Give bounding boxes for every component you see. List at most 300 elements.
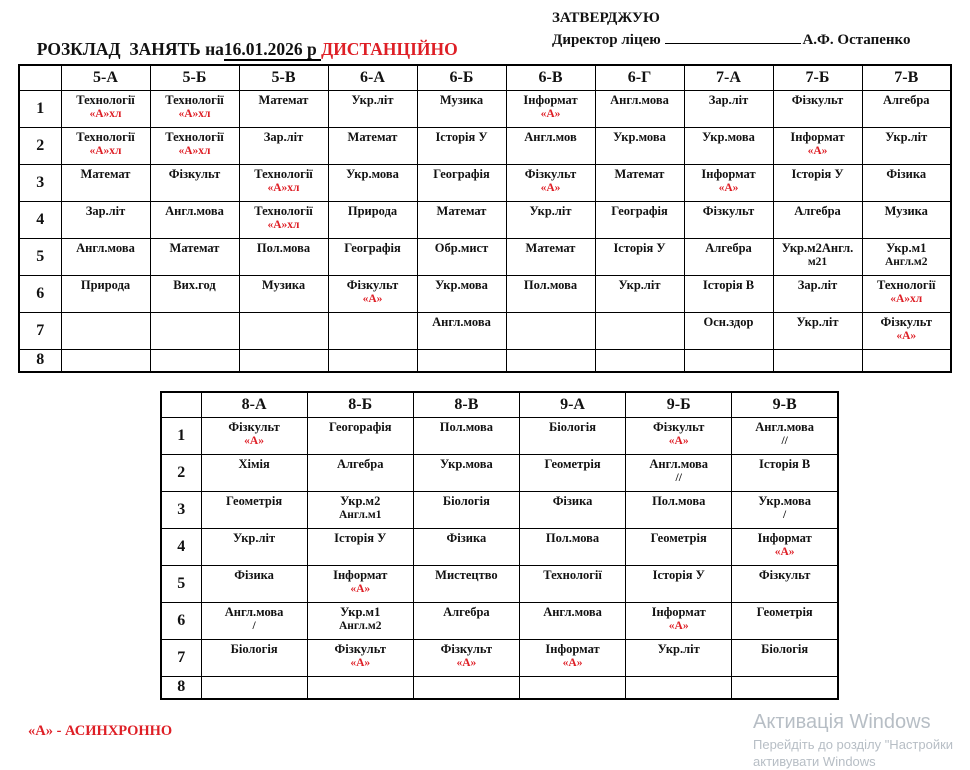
lesson-subject: Музика (884, 203, 928, 218)
lesson-cell (506, 312, 595, 349)
lesson-cell (61, 90, 150, 127)
lesson-cell (417, 349, 506, 372)
lesson-cell (328, 201, 417, 238)
grades5-7-row-4 (19, 201, 951, 238)
lesson-cell (328, 127, 417, 164)
lesson-async-marker: «А» (350, 656, 371, 669)
lesson-async-marker: «А»хл (267, 218, 300, 231)
grades8-9-row-2 (161, 454, 838, 491)
lesson-cell (626, 565, 732, 602)
lesson-cell (61, 312, 150, 349)
lesson-cell (150, 349, 239, 372)
lesson-cell (201, 565, 307, 602)
lesson-cell (732, 602, 838, 639)
lesson-cell (773, 275, 862, 312)
lesson-cell (519, 639, 625, 676)
lesson-cell (150, 127, 239, 164)
lesson-cell (732, 676, 838, 699)
lesson-cell (417, 201, 506, 238)
period-number: 2 (161, 454, 201, 491)
lesson-subject: Вих.год (173, 277, 216, 292)
lesson-cell (684, 201, 773, 238)
legend-asynchronous: «А» - АСИНХРОННО (28, 723, 173, 739)
period-number: 4 (19, 201, 61, 238)
lesson-cell (506, 127, 595, 164)
lesson-async-marker: «А» (350, 582, 371, 595)
approval-block (552, 8, 911, 52)
lesson-cell (519, 454, 625, 491)
lesson-async-marker: «А» (562, 656, 583, 669)
lesson-cell (307, 639, 413, 676)
lesson-subject: Математ (80, 166, 131, 181)
lesson-cell (506, 349, 595, 372)
grades8-9-row-6 (161, 602, 838, 639)
lesson-subject: Геометрія (544, 456, 601, 471)
grades5-7-class-header-6-В: 6-В (506, 65, 595, 90)
lesson-cell (595, 90, 684, 127)
lesson-cell (862, 127, 951, 164)
lesson-cell (626, 602, 732, 639)
lesson-subject: Географія (611, 203, 668, 218)
lesson-cell (201, 417, 307, 454)
lesson-async-marker: «А» (540, 181, 561, 194)
lesson-cell (595, 201, 684, 238)
lesson-subject: Алгебра (443, 604, 490, 619)
lesson-subject: Пол.мова (652, 493, 706, 508)
lesson-cell (61, 349, 150, 372)
lesson-cell (239, 312, 328, 349)
lesson-subject: Укр.літ (796, 314, 839, 329)
period-number: 7 (161, 639, 201, 676)
lesson-cell (150, 164, 239, 201)
lesson-subject: Англ.мова (76, 240, 135, 255)
lesson-cell (862, 349, 951, 372)
lesson-cell (732, 528, 838, 565)
schedule-table-grades-8-9 (160, 391, 839, 700)
lesson-subject: Природа (347, 203, 398, 218)
lesson-subject: Пол.мова (523, 277, 578, 292)
lesson-subject: Пол.мова (439, 419, 494, 434)
lesson-cell (201, 676, 307, 699)
lesson-cell (626, 528, 732, 565)
lesson-cell (626, 454, 732, 491)
lesson-async-marker: «А» (362, 292, 383, 305)
lesson-subject: Технології (254, 203, 313, 218)
lesson-subject: Укр.літ (657, 641, 700, 656)
grades5-7-class-header-5-Б: 5-Б (150, 65, 239, 90)
lesson-cell (239, 238, 328, 275)
lesson-subject: Біологія (230, 641, 278, 656)
period-number: 4 (161, 528, 201, 565)
lesson-subject: Англ.мова (755, 419, 814, 434)
lesson-cell (773, 238, 862, 275)
lesson-cell (595, 164, 684, 201)
lesson-subject: Фізкульт (524, 166, 577, 181)
lesson-cell (506, 90, 595, 127)
grades8-9-class-header-8-А: 8-А (201, 392, 307, 417)
lesson-cell (684, 90, 773, 127)
lesson-cell (307, 417, 413, 454)
lesson-cell (417, 312, 506, 349)
grades5-7-row-1 (19, 90, 951, 127)
lesson-cell (150, 90, 239, 127)
lesson-subject: Історія В (702, 277, 755, 292)
lesson-cell (732, 639, 838, 676)
lesson-subject: Фізкульт (334, 641, 386, 656)
grades8-9-header-row (161, 392, 838, 417)
lesson-subject: Фізкульт (758, 567, 811, 582)
lesson-subject: Фізика (886, 166, 927, 181)
lesson-cell (307, 676, 413, 699)
lesson-cell (773, 127, 862, 164)
lesson-cell (61, 275, 150, 312)
lesson-subject: Фізика (446, 530, 487, 545)
lesson-subject-line2: м21 (807, 255, 828, 268)
lesson-subject-line2: Англ.м1 (338, 508, 382, 521)
lesson-subject: Технології (165, 129, 224, 144)
lesson-subject: Географія (433, 166, 490, 181)
period-number: 3 (19, 164, 61, 201)
lesson-async-marker: «А» (774, 545, 795, 558)
grades5-7-class-header-5-В: 5-В (239, 65, 328, 90)
signature-blank (665, 31, 801, 44)
period-number: 1 (19, 90, 61, 127)
lesson-subject: Укр.літ (618, 277, 661, 292)
lesson-cell (307, 454, 413, 491)
lesson-subject: Фізкульт (228, 419, 280, 434)
lesson-cell (773, 312, 862, 349)
lesson-cell (413, 676, 519, 699)
lesson-cell (328, 164, 417, 201)
lesson-subject: Зар.літ (797, 277, 838, 292)
lesson-cell (684, 312, 773, 349)
lesson-cell (307, 565, 413, 602)
lesson-subject: Інформат (701, 166, 756, 181)
lesson-subject: Укр.мова (758, 493, 811, 508)
period-number: 2 (19, 127, 61, 164)
lesson-cell (519, 565, 625, 602)
lesson-subject: Хімія (238, 456, 270, 471)
lesson-subject: Математ (436, 203, 487, 218)
lesson-async-marker: «А»хл (267, 181, 300, 194)
grades5-7-class-header-6-Г: 6-Г (595, 65, 684, 90)
lesson-subject: Фізкульт (791, 92, 844, 107)
lesson-cell (506, 275, 595, 312)
lesson-subject-line2: / (783, 508, 787, 521)
page-title (28, 18, 458, 60)
lesson-async-marker: «А» (668, 619, 689, 632)
lesson-cell (519, 417, 625, 454)
watermark-line2: Перейдіть до розділу "Настройки (753, 737, 954, 752)
lesson-async-marker: «А» (896, 329, 917, 342)
lesson-subject: Укр.м2 (340, 493, 381, 508)
lesson-cell (201, 639, 307, 676)
schedule-table-grades-5-7 (18, 64, 952, 373)
lesson-cell (61, 127, 150, 164)
lesson-subject: Фізкульт (346, 277, 399, 292)
lesson-subject: Англ.мова (165, 203, 224, 218)
lesson-subject: Історія У (652, 567, 705, 582)
period-number: 3 (161, 491, 201, 528)
lesson-cell (862, 312, 951, 349)
lesson-subject: Укр.мова (435, 277, 488, 292)
lesson-subject: Укр.м2Англ. (781, 240, 854, 255)
lesson-subject: Інформат (757, 530, 812, 545)
lesson-subject: Математ (258, 92, 309, 107)
lesson-subject: Історія В (758, 456, 811, 471)
lesson-subject: Укр.мова (440, 456, 493, 471)
lesson-subject: Музика (261, 277, 306, 292)
lesson-subject: Історія У (435, 129, 488, 144)
lesson-subject: Зар.літ (708, 92, 749, 107)
grades5-7-class-header-7-Б: 7-Б (773, 65, 862, 90)
lesson-async-marker: «А»хл (89, 107, 122, 120)
lesson-cell (239, 275, 328, 312)
lesson-cell (626, 491, 732, 528)
lesson-cell (732, 565, 838, 602)
lesson-cell (328, 275, 417, 312)
grades8-9-row-4 (161, 528, 838, 565)
lesson-cell (307, 528, 413, 565)
lesson-cell (773, 164, 862, 201)
period-number: 7 (19, 312, 61, 349)
lesson-subject-line2: Англ.м2 (885, 255, 928, 268)
lesson-subject: Обр.мист (434, 240, 489, 255)
grades5-7-class-header-5-А: 5-А (61, 65, 150, 90)
grades5-7-row-6 (19, 275, 951, 312)
lesson-subject: Історія У (613, 240, 666, 255)
lesson-subject: Англ.мова (649, 456, 709, 471)
lesson-subject: Інформат (333, 567, 388, 582)
grades5-7-class-header-7-А: 7-А (684, 65, 773, 90)
lesson-subject: Мистецтво (435, 567, 498, 582)
lesson-async-marker: «А» (668, 434, 689, 447)
lesson-subject: Укр.м1 (340, 604, 381, 619)
lesson-subject: Алгебра (882, 92, 930, 107)
lesson-cell (307, 491, 413, 528)
lesson-subject: Алгебра (705, 240, 752, 255)
approval-signature-line (552, 30, 911, 52)
lesson-cell (328, 238, 417, 275)
lesson-cell (417, 90, 506, 127)
lesson-cell (595, 312, 684, 349)
lesson-cell (862, 238, 951, 275)
lesson-subject-line2: Англ.м2 (338, 619, 382, 632)
title-mode-distance: ДИСТАНЦІЙНО (321, 39, 458, 59)
grades8-9-class-header-9-В: 9-В (732, 392, 838, 417)
lesson-cell (413, 417, 519, 454)
lesson-cell (239, 349, 328, 372)
windows-activation-watermark (753, 710, 953, 770)
lesson-cell (413, 454, 519, 491)
lesson-cell (328, 349, 417, 372)
lesson-subject: Фізика (234, 567, 274, 582)
lesson-subject: Інформат (545, 641, 600, 656)
grades5-7-class-header-6-А: 6-А (328, 65, 417, 90)
lesson-cell (201, 528, 307, 565)
grades5-7-row-2 (19, 127, 951, 164)
lesson-cell (328, 312, 417, 349)
lesson-cell (773, 201, 862, 238)
lesson-cell (684, 349, 773, 372)
lesson-subject: Музика (439, 92, 484, 107)
lesson-cell (413, 639, 519, 676)
lesson-subject: Зар.літ (263, 129, 304, 144)
lesson-subject: Укр.літ (351, 92, 394, 107)
title-prefix: РОЗКЛАД ЗАНЯТЬ на (36, 39, 224, 59)
lesson-subject: Інформат (651, 604, 706, 619)
lesson-cell (413, 528, 519, 565)
watermark-line1: Активація Windows (753, 711, 931, 733)
lesson-cell (417, 275, 506, 312)
lesson-subject-line2: / (252, 619, 256, 632)
grades8-9-row-1 (161, 417, 838, 454)
grades8-9-row-8 (161, 676, 838, 699)
lesson-subject: Укр.літ (529, 203, 572, 218)
lesson-cell (506, 201, 595, 238)
grades5-7-row-7 (19, 312, 951, 349)
lesson-subject-line2: // (781, 434, 788, 447)
lesson-cell (862, 90, 951, 127)
lesson-cell (413, 491, 519, 528)
lesson-subject: Укр.мова (613, 129, 666, 144)
lesson-cell (150, 312, 239, 349)
lesson-subject: Фізкульт (652, 419, 705, 434)
lesson-cell (201, 602, 307, 639)
lesson-subject: Укр.мова (702, 129, 755, 144)
grades5-7-corner-cell (19, 65, 61, 90)
lesson-cell (732, 491, 838, 528)
grades8-9-class-header-8-В: 8-В (413, 392, 519, 417)
lesson-cell (595, 275, 684, 312)
grades5-7-row-3 (19, 164, 951, 201)
lesson-subject: Англ.мов (524, 129, 577, 144)
lesson-cell (239, 90, 328, 127)
period-number: 6 (161, 602, 201, 639)
lesson-subject: Біологія (761, 641, 809, 656)
period-number: 8 (161, 676, 201, 699)
lesson-subject-line2: // (675, 471, 682, 484)
lesson-async-marker: «А» (540, 107, 561, 120)
lesson-subject: Укр.м1 (886, 240, 927, 255)
lesson-cell (417, 164, 506, 201)
lesson-subject: Технології (543, 567, 602, 582)
lesson-subject: Математ (169, 240, 220, 255)
lesson-cell (307, 602, 413, 639)
lesson-cell (684, 275, 773, 312)
lesson-subject: Інформат (523, 92, 578, 107)
grades5-7-class-header-7-В: 7-В (862, 65, 951, 90)
lesson-cell (417, 238, 506, 275)
lesson-cell (626, 676, 732, 699)
lesson-subject: Фізкульт (702, 203, 755, 218)
lesson-cell (519, 491, 625, 528)
period-number: 5 (161, 565, 201, 602)
lesson-subject: Англ.мова (610, 92, 669, 107)
lesson-cell (201, 454, 307, 491)
lesson-subject: Природа (80, 277, 131, 292)
lesson-subject: Алгебра (336, 456, 384, 471)
director-name: А.Ф. Остапенко (802, 31, 911, 48)
lesson-cell (684, 238, 773, 275)
grades5-7-header-row (19, 65, 951, 90)
lesson-subject: Осн.здор (703, 314, 754, 329)
grades8-9-class-header-8-Б: 8-Б (307, 392, 413, 417)
lesson-cell (61, 164, 150, 201)
lesson-cell (626, 639, 732, 676)
lesson-cell (773, 349, 862, 372)
lesson-cell (413, 602, 519, 639)
lesson-cell (595, 349, 684, 372)
lesson-subject: Фізика (552, 493, 593, 508)
lesson-subject: Географія (344, 240, 401, 255)
lesson-cell (239, 164, 328, 201)
lesson-subject: Англ.мова (543, 604, 602, 619)
lesson-cell (519, 602, 625, 639)
lesson-cell (239, 127, 328, 164)
lesson-subject: Технології (876, 277, 936, 292)
lesson-async-marker: «А» (807, 144, 828, 157)
grades5-7-row-8 (19, 349, 951, 372)
lesson-cell (201, 491, 307, 528)
period-number: 6 (19, 275, 61, 312)
lesson-subject: Геометрія (650, 530, 707, 545)
watermark-line3: активувати Windows (753, 754, 876, 769)
grades5-7-row-5 (19, 238, 951, 275)
lesson-cell (239, 201, 328, 238)
lesson-async-marker: «А»хл (890, 292, 923, 305)
lesson-cell (595, 127, 684, 164)
lesson-subject: Геогорафія (328, 419, 392, 434)
lesson-async-marker: «А»хл (178, 107, 211, 120)
lesson-cell (519, 676, 625, 699)
lesson-subject: Інформат (790, 129, 845, 144)
lesson-cell (506, 238, 595, 275)
lesson-cell (61, 238, 150, 275)
lesson-subject: Технології (254, 166, 313, 181)
lesson-cell (61, 201, 150, 238)
lesson-cell (150, 275, 239, 312)
lesson-subject: Технології (165, 92, 224, 107)
lesson-cell (519, 528, 625, 565)
director-label: Директор ліцею (552, 31, 665, 48)
title-date: 16.01.2026 р (223, 39, 322, 59)
lesson-cell (626, 417, 732, 454)
period-number: 5 (19, 238, 61, 275)
lesson-subject: Англ.мова (432, 314, 491, 329)
lesson-subject: Зар.літ (85, 203, 126, 218)
lesson-subject: Історія У (334, 530, 387, 545)
lesson-subject: Математ (614, 166, 665, 181)
grades5-7-class-header-6-Б: 6-Б (417, 65, 506, 90)
grades8-9-row-7 (161, 639, 838, 676)
lesson-async-marker: «А» (244, 434, 264, 447)
lesson-async-marker: «А»хл (178, 144, 211, 157)
lesson-cell (862, 275, 951, 312)
lesson-cell (684, 127, 773, 164)
lesson-cell (150, 201, 239, 238)
lesson-subject: Математ (347, 129, 398, 144)
lesson-cell (684, 164, 773, 201)
lesson-cell (862, 201, 951, 238)
lesson-cell (417, 127, 506, 164)
lesson-async-marker: «А» (718, 181, 739, 194)
grades8-9-row-5 (161, 565, 838, 602)
approval-heading: ЗАТВЕРДЖУЮ (552, 10, 660, 26)
lesson-subject: Фізкульт (880, 314, 932, 329)
lesson-subject: Геометрія (756, 604, 813, 619)
lesson-async-marker: «А»хл (89, 144, 122, 157)
